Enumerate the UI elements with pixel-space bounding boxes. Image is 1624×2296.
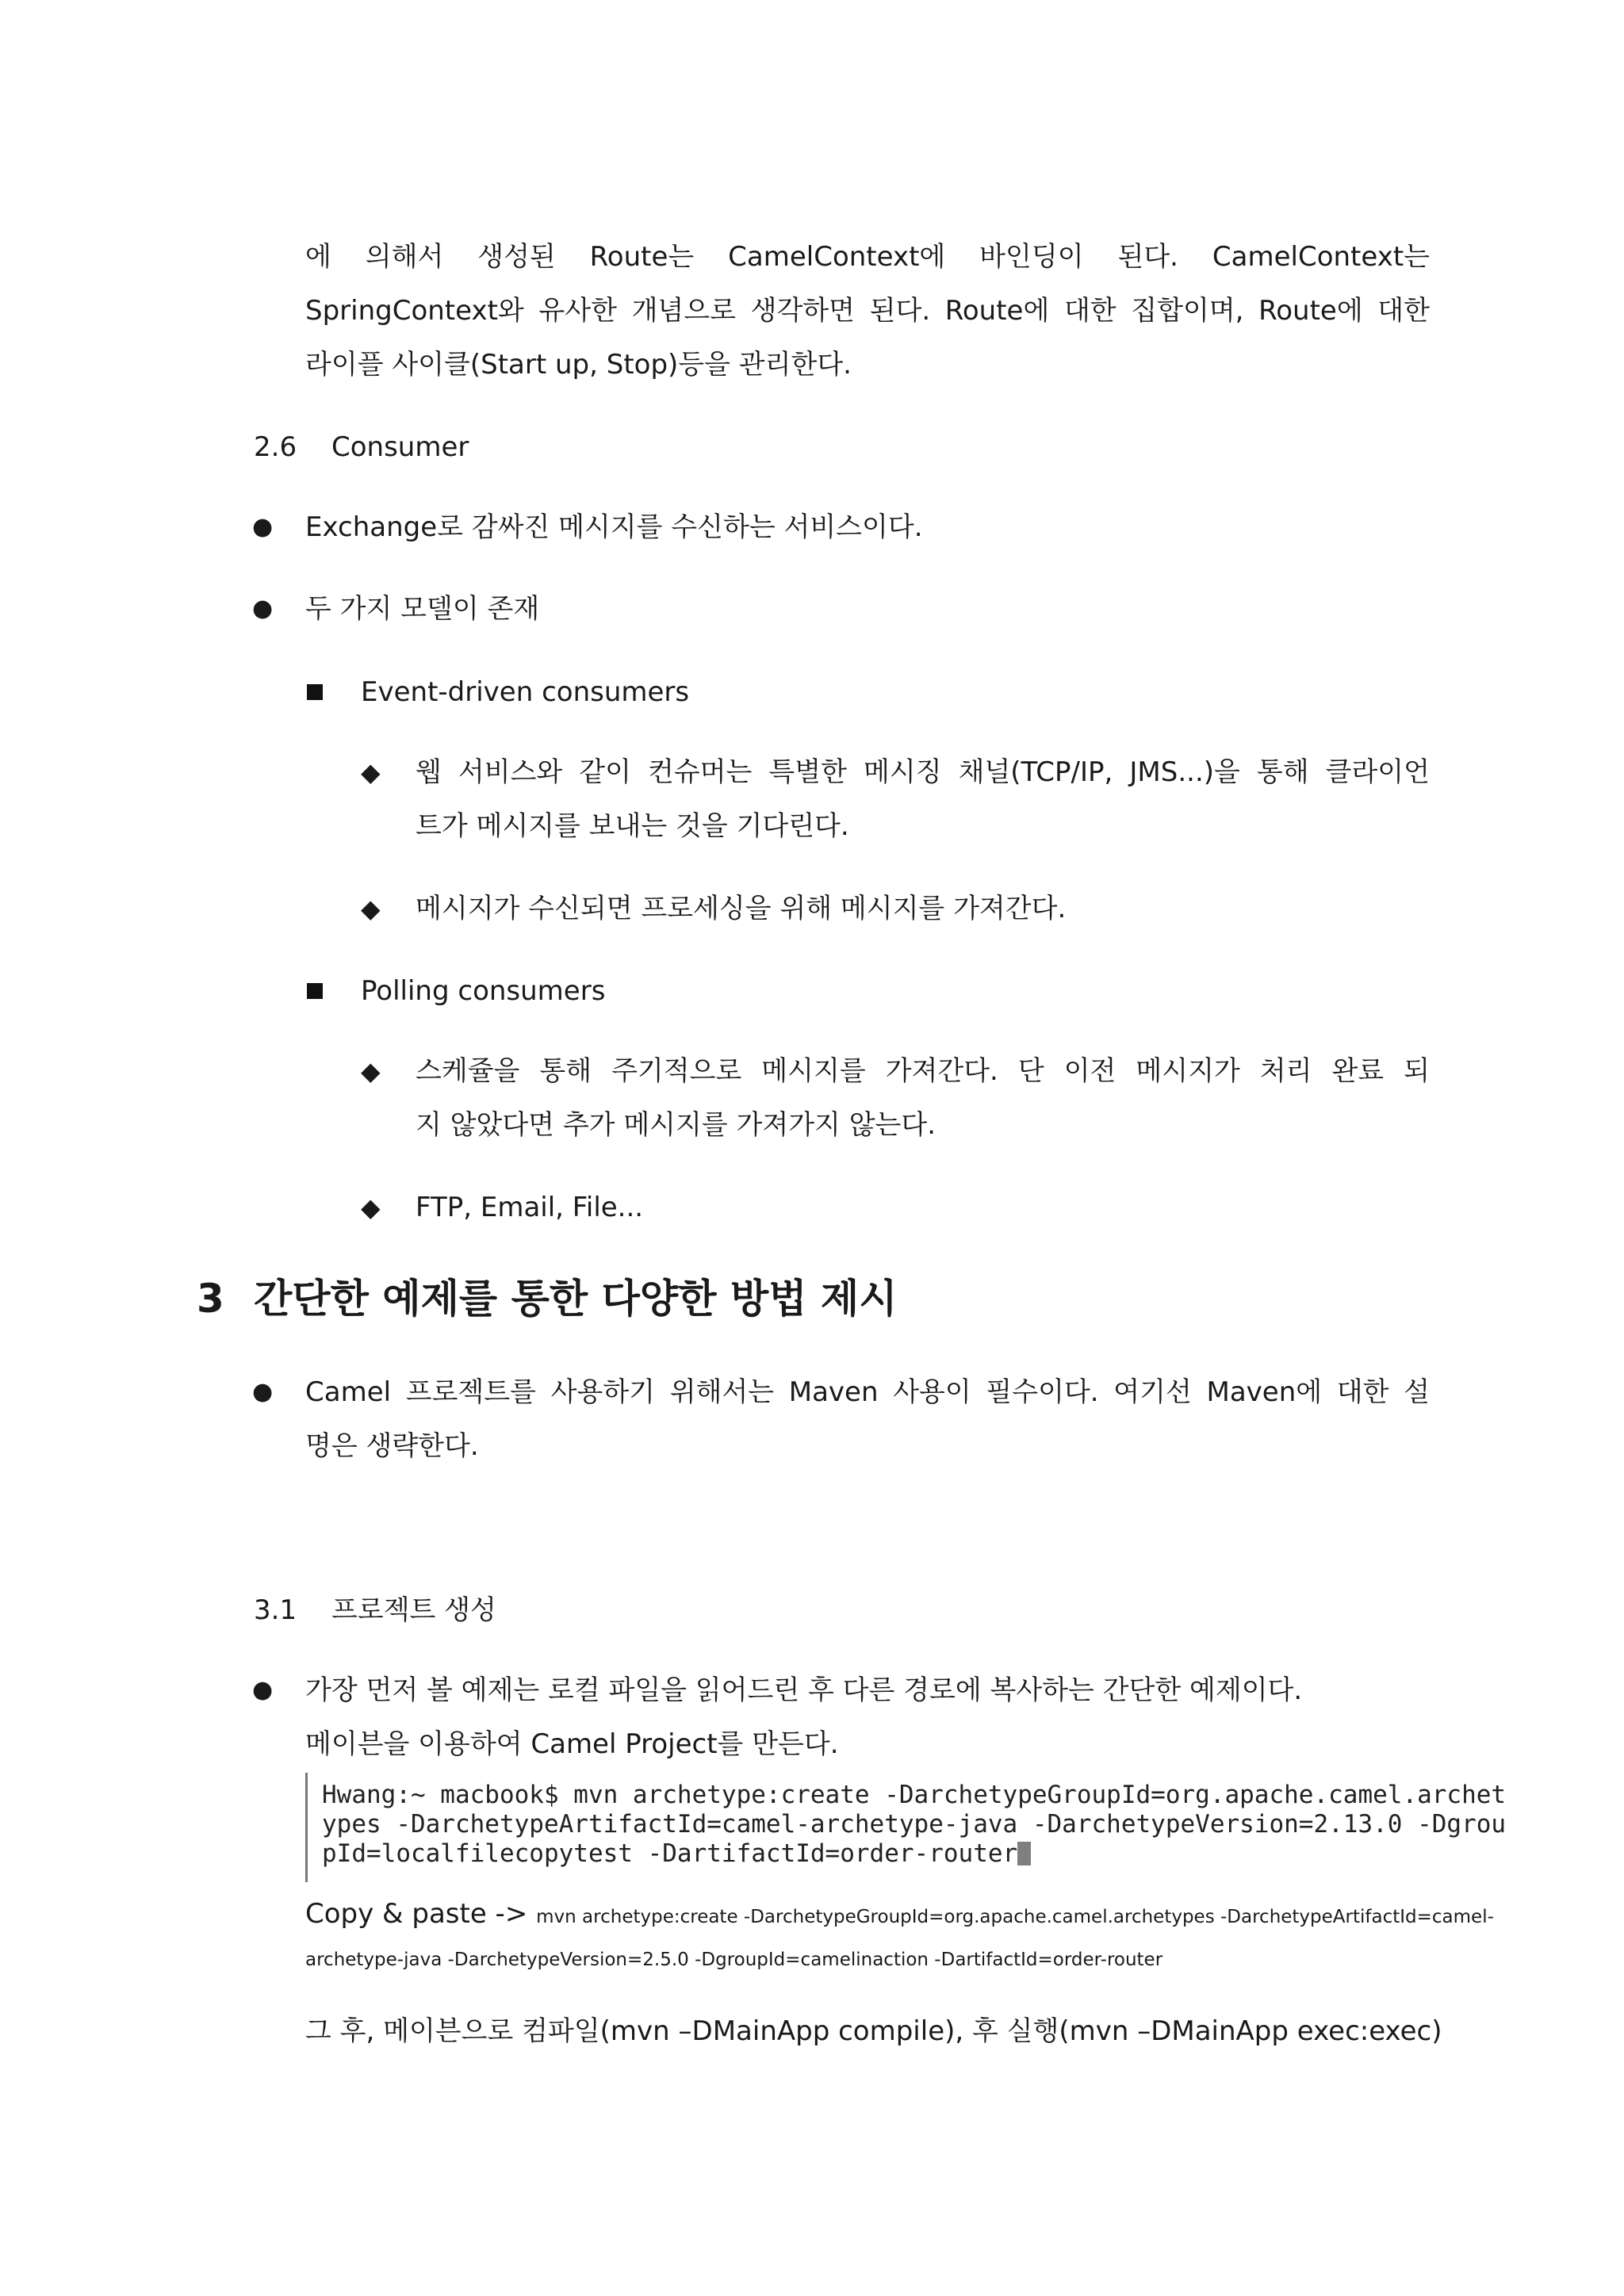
square-bullet-icon [307, 983, 323, 999]
section-3-1-heading [254, 1583, 496, 1637]
section-3-bullet-line-2: 명은 생략한다. [305, 1430, 479, 1462]
diamond-bullet-icon: ◆ [361, 1192, 381, 1223]
section-3-heading [197, 1267, 898, 1330]
consumer-bullet-1: Exchange로 감싸진 메시지를 수신하는 서비스이다. [305, 511, 923, 543]
intro-line-1: 에 의해서 생성된 Route는 CamelContext에 바인딩이 된다. CamelContext는 [305, 241, 1430, 273]
consumer-bullet-2: 두 가지 모델이 존재 [305, 593, 540, 625]
square-bullet-icon [307, 684, 323, 700]
diamond-bullet-icon: ◆ [361, 757, 381, 787]
polling-title: Polling consumers [361, 975, 606, 1007]
bullet-dot-icon: ● [252, 513, 274, 541]
section-title: Consumer [331, 431, 469, 463]
polling-item-1-line-2: 지 않았다면 추가 메시지를 가져가지 않는다. [416, 1109, 936, 1141]
bullet-dot-icon: ● [252, 1676, 274, 1704]
terminal-line-1: Hwang:~ macbook$ mvn archetype:create -DarchetypeGroupId=org.apache.camel.archet [322, 1781, 1507, 1809]
terminal-line-3 [322, 1839, 1031, 1869]
section-number: 3 [197, 1276, 224, 1322]
event-driven-item-2: 메시지가 수신되면 프로세싱을 위해 메시지를 가져간다. [416, 893, 1067, 924]
intro-line-2: SpringContext와 유사한 개념으로 생각하면 된다. Route에 대한 집합이며, Route에 대한 [305, 295, 1430, 327]
section-3-1-bullet-line-1: 가장 먼저 볼 예제는 로컬 파일을 읽어드린 후 다른 경로에 복사하는 간단한 예제이다. [305, 1674, 1303, 1706]
terminal-line-3-text: pId=localfilecopytest -DartifactId=order-router [322, 1839, 1018, 1868]
diamond-bullet-icon: ◆ [361, 894, 381, 924]
copy-paste-command-2: archetype-java -DarchetypeVersion=2.5.0 -DgroupId=camelinaction -DartifactId=order-router [305, 1950, 1163, 1970]
diamond-bullet-icon: ◆ [361, 1056, 381, 1086]
bullet-dot-icon: ● [252, 1378, 274, 1406]
terminal-screenshot [305, 1773, 1507, 1882]
event-driven-item-1-line-1: 웹 서비스와 같이 컨슈머는 특별한 메시징 채널(TCP/IP, JMS...)을 통해 클라이언 [416, 756, 1430, 788]
section-title: 간단한 예제를 통한 다양한 방법 제시 [254, 1276, 898, 1322]
section-2-6-heading [254, 420, 469, 474]
compile-run-line: 그 후, 메이븐으로 컴파일(mvn –DMainApp compile), 후 실행(mvn –DMainApp exec:exec) [305, 2015, 1442, 2047]
polling-item-1-line-1: 스케쥴을 통해 주기적으로 메시지를 가져간다. 단 이전 메시지가 처리 완료 되 [416, 1055, 1430, 1087]
copy-paste-label: Copy & paste -> [305, 1898, 528, 1930]
event-driven-title: Event-driven consumers [361, 676, 690, 708]
section-title: 프로젝트 생성 [331, 1594, 496, 1626]
polling-item-2: FTP, Email, File... [416, 1192, 644, 1223]
section-number: 2.6 [254, 431, 297, 463]
event-driven-item-1-line-2: 트가 메시지를 보내는 것을 기다린다. [416, 810, 849, 842]
section-number: 3.1 [254, 1594, 297, 1626]
terminal-cursor [1017, 1842, 1031, 1866]
bullet-dot-icon: ● [252, 595, 274, 622]
section-3-1-bullet-line-2: 메이븐을 이용하여 Camel Project를 만든다. [305, 1728, 839, 1760]
intro-line-3: 라이플 사이클(Start up, Stop)등을 관리한다. [305, 349, 852, 381]
copy-paste-command-1: mvn archetype:create -DarchetypeGroupId=org.apache.camel.archetypes -DarchetypeArtifactId=camel- [536, 1907, 1494, 1927]
section-3-bullet-line-1: Camel 프로젝트를 사용하기 위해서는 Maven 사용이 필수이다. 여기선 Maven에 대한 설 [305, 1376, 1430, 1408]
terminal-line-2: ypes -DarchetypeArtifactId=camel-archetype-java -DarchetypeVersion=2.13.0 -Dgrou [322, 1810, 1507, 1839]
